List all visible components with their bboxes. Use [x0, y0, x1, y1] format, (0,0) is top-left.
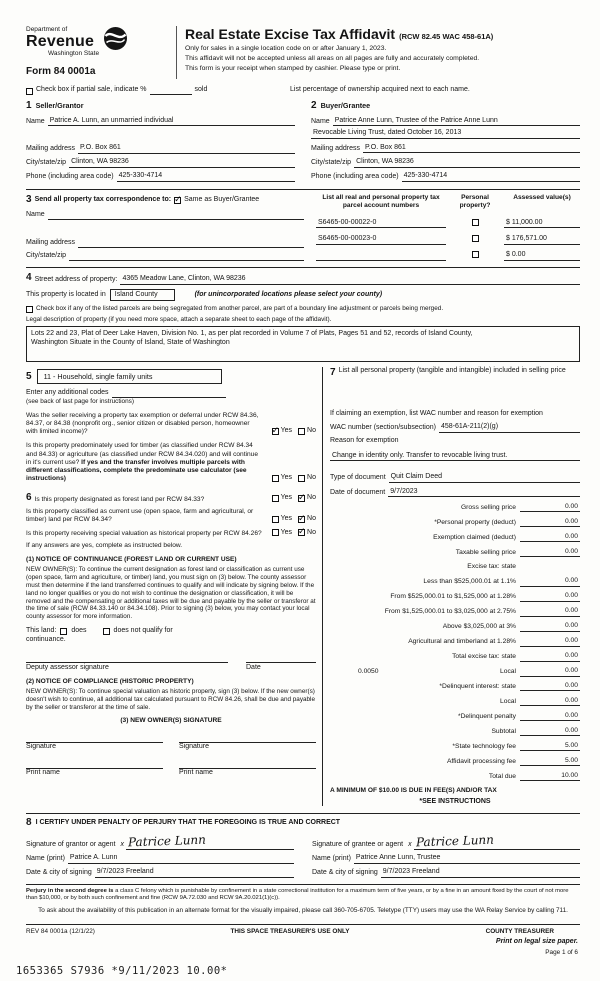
- tier-3-rate-label: From $1,525,000.01 to $3,025,000 at 2.75%: [384, 608, 516, 616]
- if-yes-instruction: If any answers are yes, complete as instructed below.: [26, 542, 183, 550]
- section-3-correspondence: [26, 189, 580, 261]
- additional-codes-note: (see back of last page for instructions): [26, 397, 134, 405]
- legal-description-line-2: Washington Situate in the County of Island, State of Washington: [31, 339, 230, 346]
- forest-land-question: Is this property designated as forest land per RCW 84.33?: [34, 495, 205, 503]
- notice-compliance-title: (2) NOTICE OF COMPLIANCE (HISTORIC PROPERTY): [26, 677, 194, 685]
- grantee-signature-label: Signature of grantee or agent: [312, 840, 404, 848]
- tax-computation: [330, 503, 580, 781]
- parcel-column-header: List all real and personal property tax parcel account numbers: [322, 194, 440, 210]
- perjury-notice: [26, 884, 580, 903]
- deferral-no-checkbox[interactable]: [298, 428, 305, 435]
- exemption-note: If claiming an exemption, list WAC number and reason for exemption: [330, 409, 543, 417]
- grantor-date-city-field[interactable]: 9/7/2023 Freeland: [95, 868, 294, 878]
- personal-property-deduct-value[interactable]: 0.00: [520, 518, 580, 527]
- legal-size-paper-note: Print on legal size paper.: [495, 938, 578, 946]
- tier-2-rate-label: From $525,000.01 to $1,525,000 at 1.28%: [390, 593, 516, 601]
- current-use-no-checkbox[interactable]: [298, 516, 305, 523]
- new-owner-print-name-line-1[interactable]: [26, 759, 163, 769]
- timber-question-bold: If yes and the transfer involves multiple parcels with different classifications, complete the predominate use calculator (see instructions): [26, 458, 247, 483]
- state-technology-fee-label: *State technology fee: [452, 742, 516, 750]
- buyer-phone-label: Phone (including area code): [311, 173, 399, 180]
- new-owner-signature-line-1[interactable]: [26, 733, 163, 743]
- buyer-name-field[interactable]: Patrice Anne Lunn, Trustee of the Patrice Anne Lunn: [333, 117, 580, 127]
- tier-2-rate-value[interactable]: 0.00: [520, 592, 580, 601]
- treasurer-space-label: THIS SPACE TREASURER'S USE ONLY: [230, 927, 350, 935]
- timber-yes-label: Yes: [280, 473, 293, 481]
- personal-property-deduct-label: *Personal property (deduct): [434, 518, 516, 526]
- buyer-name-label: Name: [311, 117, 330, 125]
- parcel-number-field-1[interactable]: S6465-00-00022-0: [316, 219, 446, 229]
- county-treasurer-label: COUNTY TREASURER: [485, 927, 554, 935]
- subtotal-value[interactable]: 0.00: [520, 727, 580, 736]
- current-use-question: Is this property classified as current use (open space, farm and agricultural, or timber) land per RCW 84.34?: [26, 508, 254, 524]
- notice-continuance-body: NEW OWNER(S): To continue the current designation as forest land or classification as current use (open space, farm and agriculture, or timber) land, you must sign on (3) below. The county assessor must then determine if the land transferred continues to qualify and will indicate by signing below. If the land no longer qualifies or you do not wish to continue the designation or classification, it will be removed and the compensating or additional taxes will be due and payable by the seller or transferor at the time of sale (RCW 84.33.140 or 84.34.108). Prior to signing (3) below, you may contact your local county assessor for more information.: [26, 565, 316, 621]
- historic-yes-label: Yes: [280, 528, 293, 536]
- parcel-number-field-2[interactable]: S6465-00-00023-0: [316, 235, 446, 245]
- section-8-certification: [26, 813, 580, 878]
- buyer-phone-field[interactable]: 425-330-4714: [402, 172, 580, 182]
- legal-description-line-1: Lots 22 and 23, Plat of Deer Lake Haven, Division No. 1, as per plat recorded in Volume 7 of Plats, Pages 51 and 52, records of Island County,: [31, 330, 473, 338]
- buyer-mailing-label: Mailing address: [311, 144, 361, 152]
- grantee-x-mark: x: [408, 840, 412, 848]
- agricultural-rate-label: Agricultural and timberland at 1.28%: [408, 638, 516, 646]
- land-does-not-checkbox[interactable]: [103, 628, 110, 635]
- historic-no-label: No: [307, 528, 316, 536]
- total-due-value[interactable]: 10.00: [520, 772, 580, 781]
- seller-mailing-field[interactable]: P.O. Box 861: [78, 144, 295, 154]
- agricultural-rate-value[interactable]: 0.00: [520, 637, 580, 646]
- seller-grantor-title: Seller/Grantor: [35, 100, 84, 110]
- ownership-note: List percentage of ownership acquired next to each name.: [290, 85, 470, 93]
- excise-tax-state-heading: Excise tax: state: [467, 563, 516, 571]
- buyer-city-field[interactable]: Clinton, WA 98236: [354, 158, 580, 168]
- county-select[interactable]: Island County: [110, 289, 175, 302]
- this-land-label: This land:: [26, 627, 57, 635]
- correspondence-mailing-label: Mailing address: [26, 238, 76, 246]
- timber-yes-checkbox[interactable]: [272, 475, 279, 482]
- land-does-label: does: [71, 627, 87, 635]
- new-owner-print-name-line-2[interactable]: [179, 759, 316, 769]
- total-excise-state-value[interactable]: 0.00: [520, 652, 580, 661]
- historic-question: Is this property receiving special valuation as historical property per RCW 84.26?: [26, 530, 262, 538]
- tier-3-rate-value[interactable]: 0.00: [520, 607, 580, 616]
- parcel-assessed-field-2[interactable]: $ 176,571.00: [504, 235, 580, 245]
- washington-state-label: Washington State: [48, 50, 100, 58]
- historic-no-checkbox[interactable]: [298, 529, 305, 536]
- seller-city-field[interactable]: Clinton, WA 98236: [69, 158, 295, 168]
- document-date-field[interactable]: 9/7/2023: [388, 488, 580, 498]
- personal-property-label: List all personal property (tangible and intangible) included in selling price: [338, 367, 566, 375]
- subtotal-label: Subtotal: [491, 728, 516, 735]
- revenue-wordmark: Revenue: [26, 33, 95, 51]
- notice-continuance-title: (1) NOTICE OF CONTINUANCE (FOREST LAND OR CURRENT USE): [26, 555, 237, 563]
- additional-codes-label: Enter any additional codes: [26, 389, 109, 396]
- timber-question: Is this property predominately used for timber (as classified under RCW 84.34 and 84.33) or agriculture (as classified under RCW 84.34.020) and will continue in it's current use?: [26, 442, 259, 466]
- parcel-number-field-3[interactable]: [316, 252, 446, 261]
- document-type-label: Type of document: [330, 474, 386, 482]
- current-use-no-label: No: [307, 514, 316, 522]
- segregated-checkbox[interactable]: [26, 306, 33, 313]
- page-number: Page 1 of 6: [545, 949, 578, 956]
- buyer-name-field-line-2[interactable]: Revocable Living Trust, dated October 16, 2013: [311, 129, 580, 139]
- header-note-2: This affidavit will not be accepted unless all areas on all pages are fully and accurately completed.: [185, 54, 480, 62]
- perjury-lead: Perjury in the second degree is: [26, 888, 114, 895]
- exemption-claimed-value[interactable]: 0.00: [520, 533, 580, 542]
- affidavit-processing-fee-value[interactable]: 5.00: [520, 757, 580, 766]
- parcel-table: [316, 194, 580, 261]
- grantor-signature-block: [26, 831, 294, 878]
- partial-sale-percent-field[interactable]: [150, 87, 192, 95]
- tier-4-rate-value[interactable]: 0.00: [520, 622, 580, 631]
- deferral-yes-checkbox[interactable]: [272, 428, 279, 435]
- print-name-label-1: Print name: [26, 768, 60, 776]
- grantee-print-name-field[interactable]: Patrice Anne Lunn, Trustee: [354, 854, 580, 864]
- department-of-label: Department of: [26, 26, 68, 33]
- deferral-question: Was the seller receiving a property tax exemption or deferral under RCW 84.36, 84.37, or 84.38 (nonprofit org., senior citizen or disabled person, homeowner with limited income)?: [26, 411, 259, 436]
- total-due-label: Total due: [488, 772, 516, 780]
- section-3-number: 3: [26, 194, 32, 205]
- partial-sale-label: Check box if partial sale, indicate %: [36, 85, 147, 93]
- rev-form-number: REV 84 0001a (12/1/22): [26, 927, 95, 935]
- seller-name-label: Name: [26, 117, 45, 125]
- delinquent-interest-state-value[interactable]: 0.00: [520, 682, 580, 691]
- historic-yes-checkbox[interactable]: [272, 529, 279, 536]
- forest-no-label: No: [307, 494, 316, 502]
- grantor-print-name-field[interactable]: Patrice A. Lunn: [68, 854, 294, 864]
- deputy-assessor-signature-line[interactable]: [26, 653, 228, 663]
- section-7-column: [322, 367, 580, 806]
- document-date-label: Date of document: [330, 488, 386, 496]
- section-buyer-grantee: [311, 100, 580, 183]
- deferral-no-label: No: [307, 426, 316, 434]
- exemption-claimed-label: Exemption claimed (deduct): [433, 533, 516, 541]
- local-excise-value[interactable]: 0.00: [520, 667, 580, 676]
- buyer-city-label: City/state/zip: [311, 158, 352, 166]
- grantee-signature-field[interactable]: [414, 832, 580, 850]
- title-block: [185, 26, 493, 73]
- parcel-personal-checkbox-1[interactable]: [472, 219, 479, 226]
- grantee-date-city-field[interactable]: 9/7/2023 Freeland: [381, 868, 580, 878]
- form-title-rcw: (RCW 82.45 WAC 458-61A): [399, 32, 494, 41]
- grantor-date-city-label: Date & city of signing: [26, 869, 92, 877]
- taxable-selling-price-label: Taxable selling price: [455, 548, 516, 556]
- certification-statement: I CERTIFY UNDER PENALTY OF PERJURY THAT THE FOREGOING IS TRUE AND CORRECT: [35, 819, 341, 827]
- parcel-assessed-field-1[interactable]: $ 11,000.00: [504, 219, 580, 229]
- partial-sale-checkbox[interactable]: [26, 88, 33, 95]
- new-owner-signature-line-2[interactable]: [179, 733, 316, 743]
- form-number: Form 84 0001a: [26, 66, 96, 78]
- land-does-not-label: does not qualify for: [113, 627, 173, 635]
- local-excise-label: Local: [500, 668, 516, 676]
- buyer-grantee-title: Buyer/Grantee: [320, 100, 371, 110]
- signature-label-1: Signature: [26, 742, 56, 750]
- section-4-property: [26, 267, 580, 362]
- grantee-signature-script: Patrice Lunn: [415, 832, 494, 850]
- signature-label-2: Signature: [179, 742, 209, 750]
- grantor-x-mark: x: [120, 840, 125, 848]
- legal-description-field[interactable]: [26, 326, 580, 362]
- new-owner-signature-title: (3) NEW OWNER(S) SIGNATURE: [120, 716, 222, 724]
- correspondence-city-label: City/state/zip: [26, 252, 67, 260]
- grantor-name-print-label: Name (print): [26, 855, 65, 863]
- minimum-due-note: A MINIMUM OF $10.00 IS DUE IN FEE(S) AND/OR TAX: [330, 787, 497, 795]
- taxable-selling-price-value[interactable]: 0.00: [520, 548, 580, 557]
- exemption-reason-field[interactable]: Change in identity only. Transfer to revocable living trust.: [330, 452, 580, 462]
- section-5-number: 5: [26, 370, 32, 382]
- correspondence-mailing-field[interactable]: [78, 239, 304, 248]
- header-divider: [176, 26, 177, 79]
- section-seller-grantor: [26, 100, 295, 183]
- section-6-number: 6: [26, 491, 32, 503]
- gross-selling-price-value[interactable]: 0.00: [520, 503, 580, 512]
- correspondence-name-field[interactable]: [48, 211, 304, 220]
- notice-compliance-body: NEW OWNER(S): To continue special valuation as historic property, sign (3) below. If the new owner(s) doesn't wish to continue, all additional tax calculated pursuant to RCW 84.26, shall be due and payable by the seller or transferor at the time of sale.: [26, 687, 315, 711]
- grantor-signature-label: Signature of grantor or agent: [26, 840, 116, 848]
- current-use-yes-label: Yes: [280, 514, 293, 522]
- reason-for-exemption-label: Reason for exemption: [330, 436, 399, 444]
- state-technology-fee-value[interactable]: 5.00: [520, 742, 580, 751]
- parcel-personal-checkbox-3[interactable]: [472, 251, 479, 258]
- personal-property-list-field[interactable]: [330, 380, 580, 410]
- partial-sale-sold-label: sold: [194, 85, 208, 93]
- gross-selling-price-label: Gross selling price: [460, 503, 516, 511]
- correspondence-city-field[interactable]: [69, 252, 304, 261]
- header-note-3: This form is your receipt when stamped by cashier. Please type or print.: [185, 64, 401, 72]
- correspondence-label: Send all property tax correspondence to:: [34, 195, 172, 203]
- forest-yes-label: Yes: [280, 494, 293, 502]
- delinquent-penalty-label: *Delinquent penalty: [458, 713, 516, 721]
- alt-format-notice: To ask about the availability of this publication in an alternate format for the visually impaired, please call 360-705-6705. Teletype (TTY) users may use the WA Relay Service by calling 711.: [38, 906, 568, 914]
- seller-mailing-label: Mailing address: [26, 144, 76, 152]
- grantee-name-print-label: Name (print): [312, 855, 351, 863]
- parcel-personal-checkbox-2[interactable]: [472, 235, 479, 242]
- print-name-label-2: Print name: [179, 768, 213, 776]
- revenue-logo-icon: [103, 26, 128, 55]
- deputy-assessor-label: Deputy assessor signature: [26, 663, 109, 671]
- buyer-mailing-field[interactable]: P.O. Box 861: [363, 144, 580, 154]
- wac-number-field[interactable]: 458-61A-211(2)(g): [439, 423, 580, 433]
- segregated-label: Check box if any of the listed parcels are being segregated from another parcel, are part of a boundary line adjustment or parcels being merged.: [36, 305, 444, 313]
- delinquent-interest-state-label: *Delinquent interest: state: [439, 683, 516, 691]
- perjury-text: a class C felony which is punishable by confinement in a state correctional institution for a maximum term of five years, or by a fine in an amount fixed by the court of not more than $10,000, or by both such confinement and fine (RCW 9A.72.030 and RCW 9A.20.021(1)(c)).: [26, 888, 569, 902]
- assessed-value-column-header: Assessed value(s): [513, 194, 571, 201]
- tier-4-rate-label: Above $3,025,000 at 3%: [442, 623, 516, 631]
- forest-no-checkbox[interactable]: [298, 495, 305, 502]
- wac-number-label: WAC number (section/subsection): [330, 424, 436, 431]
- grantor-signature-script: Patrice Lunn: [127, 832, 207, 850]
- correspondence-name-label: Name: [26, 211, 45, 219]
- street-address-field[interactable]: 4365 Meadow Lane, Clinton, WA 98236: [120, 275, 580, 285]
- continuance-label: continuance.: [26, 636, 66, 644]
- seller-phone-label: Phone (including area code): [26, 173, 114, 181]
- cashier-stamp: 1653365 S7936 *9/11/2023 10.00*: [16, 964, 228, 977]
- delinquent-interest-local-value[interactable]: 0.00: [520, 697, 580, 706]
- legal-description-label: Legal description of property (if you need more space, attach a separate sheet to each page of the affidavit).: [26, 316, 332, 324]
- header-note-1: Only for sales in a single location code on or after January 1, 2023.: [185, 45, 387, 52]
- land-does-checkbox[interactable]: [60, 628, 67, 635]
- located-in-label: This property is located in: [26, 290, 106, 298]
- total-excise-state-label: Total excise tax: state: [452, 653, 516, 661]
- timber-no-checkbox[interactable]: [298, 475, 305, 482]
- print-note: [496, 938, 578, 957]
- unincorporated-note: (for unincorporated locations please select your county): [194, 290, 383, 298]
- same-as-buyer-checkbox[interactable]: [174, 197, 181, 204]
- agency-block: [26, 26, 174, 79]
- document-type-field[interactable]: Quit Claim Deed: [389, 473, 580, 483]
- tier-1-rate-value[interactable]: 0.00: [520, 577, 580, 586]
- grantee-signature-block: [312, 831, 580, 878]
- section-8-number: 8: [26, 817, 32, 829]
- see-instructions-note: *SEE INSTRUCTIONS: [419, 797, 491, 805]
- seller-phone-field[interactable]: 425-330-4714: [117, 172, 295, 182]
- delinquent-interest-local-label: Local: [500, 698, 516, 706]
- form-header: [26, 26, 580, 79]
- seller-name-field[interactable]: Patrice A. Lunn, an unmarried individual: [48, 117, 295, 127]
- local-rate-value: 0.0050: [358, 668, 379, 676]
- deputy-date-label: Date: [246, 663, 261, 671]
- delinquent-penalty-value[interactable]: 0.00: [520, 712, 580, 721]
- treasurer-row: [26, 924, 580, 936]
- partial-sale-row: [26, 86, 580, 95]
- same-as-buyer-label: Same as Buyer/Grantee: [184, 195, 260, 203]
- deferral-yes-label: Yes: [280, 426, 293, 434]
- section-5-6-column: [26, 367, 322, 806]
- section-4-number: 4: [26, 272, 32, 283]
- grantor-signature-field[interactable]: [126, 832, 294, 850]
- forest-yes-checkbox[interactable]: [272, 495, 279, 502]
- tier-1-rate-label: Less than $525,000.01 at 1.1%: [423, 578, 516, 586]
- additional-codes-field[interactable]: [112, 389, 227, 398]
- affidavit-processing-fee-label: Affidavit processing fee: [446, 757, 516, 765]
- grantee-date-city-label: Date & city of signing: [312, 869, 378, 877]
- seller-city-label: City/state/zip: [26, 159, 67, 166]
- form-title: Real Estate Excise Tax Affidavit: [185, 26, 396, 42]
- deputy-date-line[interactable]: [246, 653, 316, 663]
- timber-no-label: No: [307, 473, 316, 481]
- property-use-code-field[interactable]: 11 - Household, single family units: [37, 369, 222, 384]
- personal-property-column-header: Personal property?: [459, 194, 491, 210]
- section-2-number: 2: [311, 99, 317, 111]
- current-use-yes-checkbox[interactable]: [272, 516, 279, 523]
- street-address-label: Street address of property:: [34, 275, 118, 283]
- section-7-number: 7: [330, 367, 336, 379]
- section-1-number: 1: [26, 99, 32, 111]
- parcel-assessed-field-3[interactable]: $ 0.00: [504, 251, 580, 261]
